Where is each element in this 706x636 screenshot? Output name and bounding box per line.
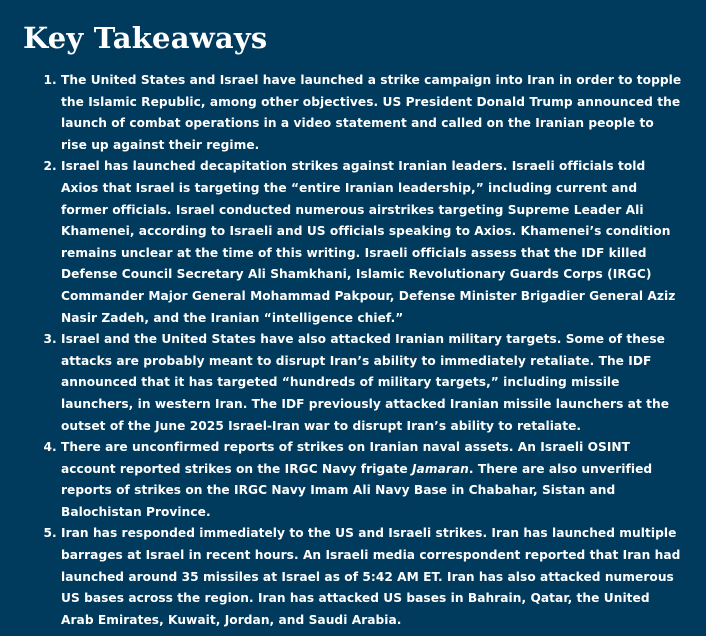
section-title: Key Takeaways <box>23 21 268 55</box>
takeaway-item-4 <box>61 437 684 523</box>
takeaway-text: The United States and Israel have launched a strike campaign into Iran in order to topple the Islamic Republic, among other objectives. US President Donald Trump announced the launch of combat operations in a video statement and called on the Iranian people to rise up against their regime. <box>61 73 682 152</box>
takeaway-text: Iran has responded immediately to the US and Israeli strikes. Iran has launched multiple barrages at Israel in recent hours. An Israeli media correspondent reported that Iran had launched around 35 missiles at Israel as of 5:42 AM ET. Iran has also attacked numerous US bases across the region. Iran has attacked US bases in Bahrain, Qatar, the United Arab Emirates, Kuwait, Jordan, and Saudi Arabia. <box>61 526 681 627</box>
takeaway-item-3 <box>61 329 684 437</box>
takeaway-item-5 <box>61 523 684 631</box>
ship-name: Jamaran <box>411 461 469 476</box>
takeaway-text: Israel has launched decapitation strikes against Iranian leaders. Israeli officials told Axios that Israel is targeting the “entire Iranian leadership,” including current and former officials. Israel conducted numerous airstrikes targeting Supreme Leader Ali Khamenei, according to Israeli and US officials speaking to Axios. Khamenei’s condition remains unclear at the time of this writing. Israeli officials assess that the IDF killed Defense Council Secretary Ali Shamkhani, Islamic Revolutionary Guards Corps (IRGC) Commander Major General Mohammad Pakpour, Defense Minister Brigadier General Aziz Nasir Zadeh, and the Iranian “intelligence chief.” <box>61 159 676 325</box>
takeaway-item-2 <box>61 156 684 329</box>
takeaway-text: There are unconfirmed reports of strikes on Iranian naval assets. An Israeli OSINT account reported strikes on the IRGC Navy frigate <box>61 440 631 476</box>
takeaway-text-continued: . There are also unverified reports of strikes on the IRGC Navy Imam Ali Navy Base in Chabahar, Sistan and Balochistan Province. <box>61 461 653 519</box>
takeaways-list <box>23 70 684 631</box>
takeaway-item-1 <box>61 70 684 156</box>
takeaway-text: Israel and the United States have also attacked Iranian military targets. Some of these attacks are probably meant to disrupt Iran’s ability to immediately retaliate. The IDF announced that it has targeted “hundreds of military targets,” including missile launchers, in western Iran. The IDF previously attacked Iranian missile launchers at the outset of the June 2025 Israel-Iran war to disrupt Iran’s ability to retaliate. <box>61 332 670 433</box>
